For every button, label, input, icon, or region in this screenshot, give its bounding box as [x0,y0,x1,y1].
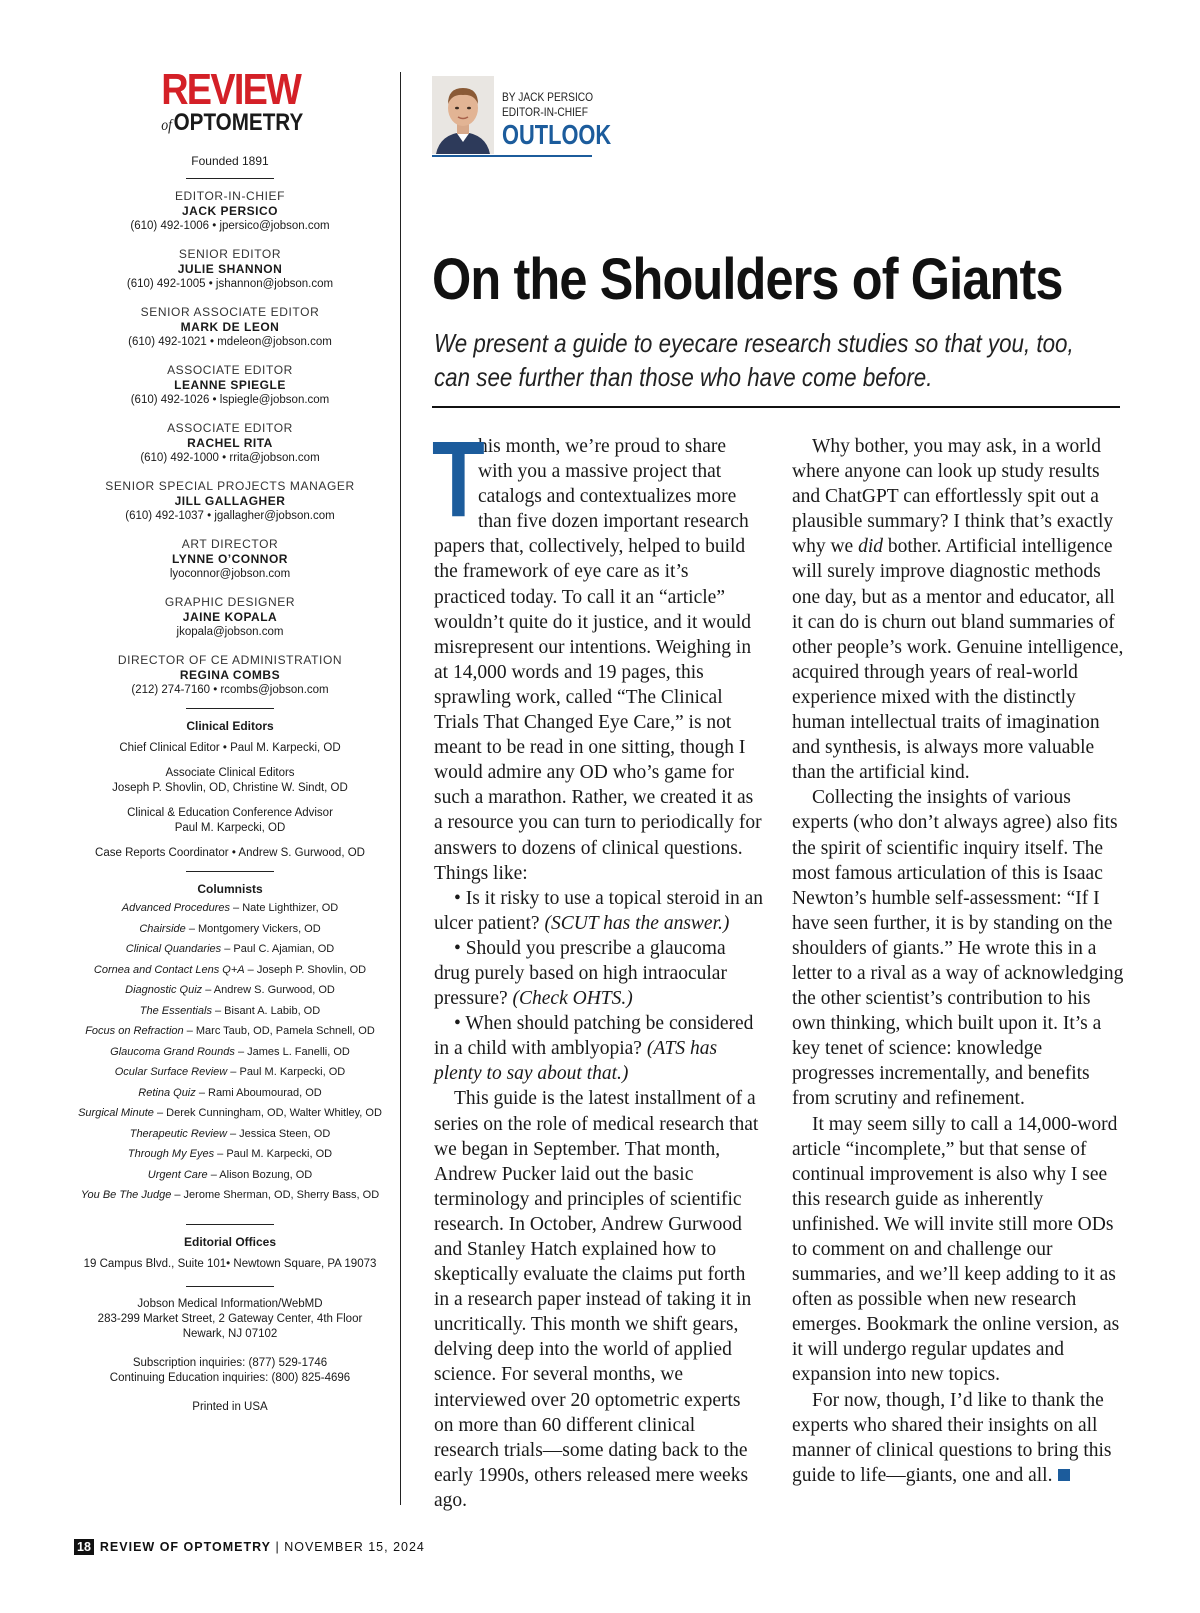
byline-title: EDITOR-IN-CHIEF [502,105,588,119]
staff-role: ASSOCIATE EDITOR [167,363,293,377]
logo-review-text: REVIEW [161,65,301,114]
columnist-item: Ocular Surface Review – Paul M. Karpecki, OD [114,1066,346,1078]
staff-entry [60,189,400,234]
staff-contact: (610) 492-1037 • jgallagher@jobson.com [125,510,335,522]
staff-name: REGINA COMBS [179,668,281,682]
staff-role: SENIOR ASSOCIATE EDITOR [140,305,320,319]
columnist-item: Diagnostic Quiz – Andrew S. Gurwood, OD [125,984,335,996]
column-divider [400,72,401,1505]
columnist-item: Chairside – Montgomery Vickers, OD [139,922,321,935]
article-dek: We present a guide to eyecare research studies so that you, too, can see further than those who have come before. [434,328,1074,392]
staff-role: GRAPHIC DESIGNER [164,595,296,609]
staff-contact: lyoconnor@jobson.com [169,568,291,580]
staff-role: ASSOCIATE EDITOR [167,421,293,435]
divider-rule [186,708,274,709]
company-name: Jobson Medical Information/WebMD [137,1297,323,1310]
staff-entry [60,363,400,408]
staff-entry [60,653,400,698]
staff-entry [60,595,400,640]
columnist-item: Retina Quiz – Rami Aboumourad, OD [138,1086,322,1099]
columnist-item: Focus on Refraction – Marc Taub, OD, Pamela Schnell, OD [85,1025,375,1037]
ce-inquiries: Continuing Education inquiries: (800) 825-4696 [109,1371,351,1384]
columnist-item: Urgent Care – Alison Bozung, OD [147,1168,313,1181]
article-headline: On the Shoulders of Giants [432,247,1063,312]
article-paragraph: For now, though, I’d like to thank the experts who shared their insights on all manner of clinical questions to bring this guide to life—giants, one and all. [792,1389,1112,1486]
staff-list [60,189,400,698]
columnist-item: Glaucoma Grand Rounds – James L. Fanelli, OD [110,1045,350,1058]
columnist-item: Cornea and Contact Lens Q+A – Joseph P. Shovlin, OD [93,963,367,976]
editorial-office-address: 19 Campus Blvd., Suite 101• Newtown Square, PA 19073 [83,1257,377,1270]
headline-rule [432,406,1120,408]
article-bullet: • Is it risky to use a topical steroid in an ulcer patient? (SCUT has the answer.) [434,887,764,934]
staff-name: JULIE SHANNON [177,262,283,276]
page-number: 18 [74,1539,94,1555]
end-mark-icon [1058,1469,1070,1481]
staff-contact: (212) 274-7160 • rcombs@jobson.com [131,684,329,696]
columnist-item: Through My Eyes – Paul M. Karpecki, OD [127,1148,333,1160]
logo-optometry-text: ofOPTOMETRY [161,109,304,136]
staff-contact: (610) 492-1000 • rrita@jobson.com [140,452,320,464]
byline-rule [432,155,592,157]
divider-rule [186,1286,274,1287]
footer-date: NOVEMBER 15, 2024 [284,1540,425,1554]
section-name: OUTLOOK [502,119,612,150]
staff-role: SENIOR SPECIAL PROJECTS MANAGER [105,479,355,493]
staff-contact: (610) 492-1026 • lspiegle@jobson.com [130,394,330,406]
byline-author: BY JACK PERSICO [502,90,594,104]
staff-entry [60,537,400,582]
staff-contact: (610) 492-1021 • mdeleon@jobson.com [128,336,332,348]
columnists-list [60,898,400,1206]
conference-advisor: Clinical & Education Conference Advisor Paul M. Karpecki, OD [127,807,333,834]
columnist-item: The Essentials – Bisant A. Labib, OD [139,1004,321,1017]
footer-separator: | [271,1540,285,1554]
case-reports-coordinator: Case Reports Coordinator • Andrew S. Gurwood, OD [95,847,365,859]
columnist-item: Therapeutic Review – Jessica Steen, OD [129,1127,331,1140]
article-paragraph: This guide is the latest installment of a series on the role of medical research that we began in September. That month, Andrew Pucker laid out the basic terminology and principles of scientific research. In October, Andrew Gurwood and Stanley Hatch explained how to skeptically evaluate the claims put forth in a research paper instead of taking it in uncritically. This month we shift gears, delving deep into the world of applied science. For several months, we interviewed over 20 optometric experts on more than 60 different clinical research trials—some dating back to the early 1990s, others released mere weeks ago. [434,1088,759,1511]
staff-role: SENIOR EDITOR [178,247,282,261]
drop-cap: T [432,418,485,539]
article-paragraph: It may seem silly to call a 14,000-word article “incomplete,” but that sense of continual improvement is also why I see this research guide as inherently unfinished. We will invite still more ODs to comment on and challenge our summaries, and we’ll keep adding to it as often as possible when new research emerges. Bookmark the online version, as it will undergo regular updates and expansion into new topics. [792,1113,1120,1386]
subscription-inquiries: Subscription inquiries: (877) 529-1746 [132,1356,328,1369]
masthead-sidebar [60,65,400,1415]
divider-rule [186,1224,274,1225]
company-address-line1: 283-299 Market Street, 2 Gateway Center, 4th Floor [97,1312,363,1325]
review-of-optometry-logo [150,65,310,140]
staff-entry [60,421,400,466]
staff-entry [60,247,400,292]
staff-name: JILL GALLAGHER [174,494,286,508]
page-footer [74,1539,425,1555]
editorial-offices-heading: Editorial Offices [183,1234,277,1249]
article-paragraph: T his month, we’re proud to share with you a massive project that catalogs and contextualizes more than five dozen important research papers that, collectively, helped to build the framework of eye care as it’s practiced today. To call it an “article” wouldn’t quite do it justice, and it would misrepresent our intentions. Weighing in at 14,000 words and 19 pages, this sprawling work, called “The Clinical Trials That Changed Eye Care,” is not meant to be read in one sitting, though I would admire any OD who’s game for such a marathon. Rather, we created it as a resource you can turn to periodically for answers to dozens of clinical questions. Things like: [432,418,762,884]
staff-contact: jkopala@jobson.com [176,626,284,638]
staff-contact: (610) 492-1005 • jshannon@jobson.com [126,278,334,290]
staff-name: RACHEL RITA [187,436,273,450]
article-column-1 [432,418,764,1513]
staff-contact: (610) 492-1006 • jpersico@jobson.com [130,220,330,232]
staff-name: JACK PERSICO [181,204,279,218]
staff-role: DIRECTOR OF CE ADMINISTRATION [117,653,343,667]
author-photo [432,76,494,154]
associate-clinical-editors: Associate Clinical Editors Joseph P. Shovlin, OD, Christine W. Sindt, OD [112,767,348,794]
article-paragraph: Why bother, you may ask, in a world where anyone can look up study results and ChatGPT can effortlessly spit out a plausible summary? I think that’s exactly why we did bother. Artificial intelligence will surely improve diagnostic methods one day, but as a mentor and educator, all it can do is churn out bland summaries of other people’s work. Genuine intelligence, acquired through years of real-world experience mixed with the distinctly human intellectual traits of imagination and synthesis, is always more valuable than the artificial kind. [792,436,1124,784]
staff-entry [60,479,400,524]
byline-text [502,90,642,150]
columnists-heading: Columnists [197,882,263,896]
staff-role: EDITOR-IN-CHIEF [174,189,286,203]
staff-role: ART DIRECTOR [181,537,279,551]
article-bullet: • When should patching be considered in a child with amblyopia? (ATS has plenty to say about that.) [434,1013,754,1085]
article-column-2 [792,434,1126,1488]
staff-name: LEANNE SPIEGLE [174,378,286,392]
columnist-item: Clinical Quandaries – Paul C. Ajamian, OD [125,943,335,955]
founded-year: Founded 1891 [191,154,269,168]
staff-name: MARK DE LEON [180,320,280,334]
columnist-item: Surgical Minute – Derek Cunningham, OD, Walter Whitley, OD [78,1107,382,1119]
staff-name: JAINE KOPALA [182,610,278,624]
author-byline [432,76,612,158]
divider-rule [186,178,274,179]
columnist-item: Advanced Procedures – Nate Lighthizer, OD [121,902,339,914]
divider-rule [186,871,274,872]
company-address-line2: Newark, NJ 07102 [182,1327,278,1340]
clinical-editors-heading: Clinical Editors [186,719,274,733]
article-bullet: • Should you prescribe a glaucoma drug purely based on high intraocular pressure? (Check OHTS.) [434,937,727,1010]
footer-publication: REVIEW OF OPTOMETRY [99,1540,271,1554]
staff-entry [60,305,400,350]
chief-clinical-editor: Chief Clinical Editor • Paul M. Karpecki, OD [119,742,341,754]
staff-name: LYNNE O’CONNOR [172,552,288,566]
printed-in: Printed in USA [192,1400,268,1413]
columnist-item: You Be The Judge – Jerome Sherman, OD, Sherry Bass, OD [80,1189,380,1201]
article-paragraph: Collecting the insights of various experts (who don’t always agree) also fits the spirit of scientific inquiry itself. The most famous articulation of this is Isaac Newton’s humble self-assessment: “If I have seen further, it is by standing on the shoulders of giants.” He wrote this in a letter to a rival as a way of acknowledging the other scientist’s contribution to his own thinking, which built upon it. It’s a key tenet of science: knowledge progresses incrementally, and benefits from scrutiny and refinement. [792,787,1124,1110]
